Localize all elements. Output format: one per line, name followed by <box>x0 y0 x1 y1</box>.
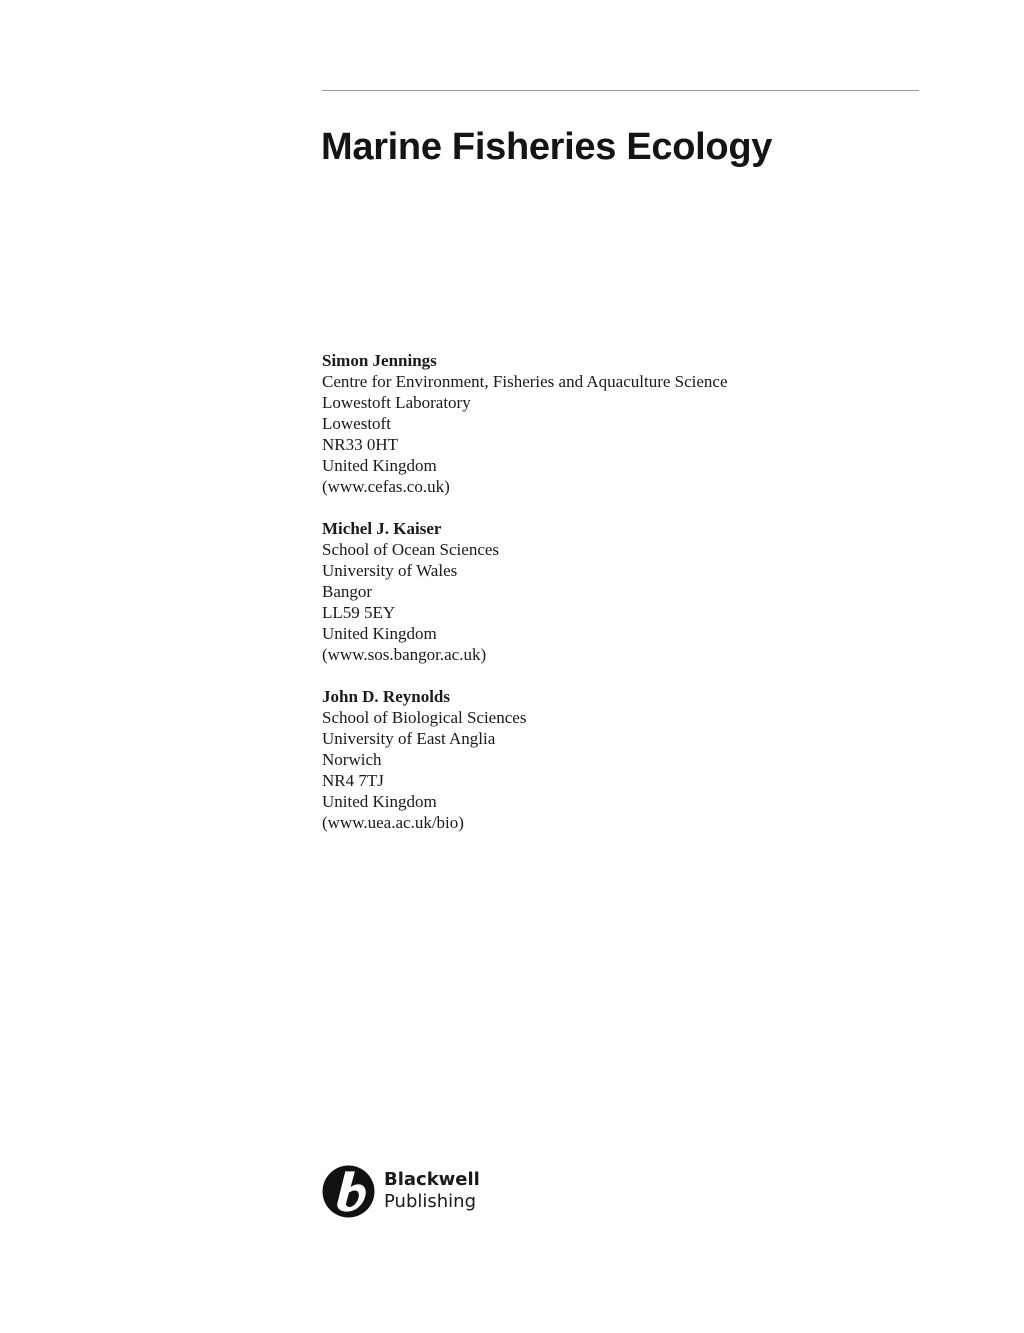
affiliation-line: LL59 5EY <box>322 603 396 622</box>
affiliation-line: University of East Anglia <box>322 729 496 748</box>
affiliation-line: Bangor <box>322 582 373 601</box>
affiliation-line: Centre for Environment, Fisheries and Aquaculture Science <box>322 372 728 391</box>
author-name: John D. Reynolds <box>322 687 451 706</box>
author-name: Simon Jennings <box>322 351 437 370</box>
affiliation-url: (www.sos.bangor.ac.uk) <box>322 645 487 664</box>
publisher-imprint <box>322 1164 480 1218</box>
affiliation-line: Lowestoft Laboratory <box>322 393 471 412</box>
affiliation-url: (www.cefas.co.uk) <box>322 477 450 496</box>
author-list <box>322 350 922 854</box>
author-block-kaiser <box>322 518 922 665</box>
affiliation-line: United Kingdom <box>322 456 437 475</box>
header-rule <box>322 90 919 91</box>
publisher-name <box>384 1169 480 1213</box>
author-block-reynolds <box>322 686 922 833</box>
affiliation-line: NR33 0HT <box>322 435 399 454</box>
affiliation-line: United Kingdom <box>322 792 437 811</box>
author-name: Michel J. Kaiser <box>322 519 442 538</box>
author-block-jennings <box>322 350 922 497</box>
affiliation-line: Norwich <box>322 750 382 769</box>
affiliation-line: School of Ocean Sciences <box>322 540 500 559</box>
affiliation-line: NR4 7TJ <box>322 771 384 790</box>
affiliation-url: (www.uea.ac.uk/bio) <box>322 813 464 832</box>
book-title: Marine Fisheries Ecology <box>321 126 773 168</box>
affiliation-line: University of Wales <box>322 561 458 580</box>
blackwell-b-logo-icon <box>322 1165 375 1218</box>
affiliation-line: Lowestoft <box>322 414 391 433</box>
publisher-name-line1: Blackwell <box>384 1169 480 1190</box>
affiliation-line: School of Biological Sciences <box>322 708 527 727</box>
publisher-name-line2: Publishing <box>384 1191 476 1212</box>
affiliation-line: United Kingdom <box>322 624 437 643</box>
